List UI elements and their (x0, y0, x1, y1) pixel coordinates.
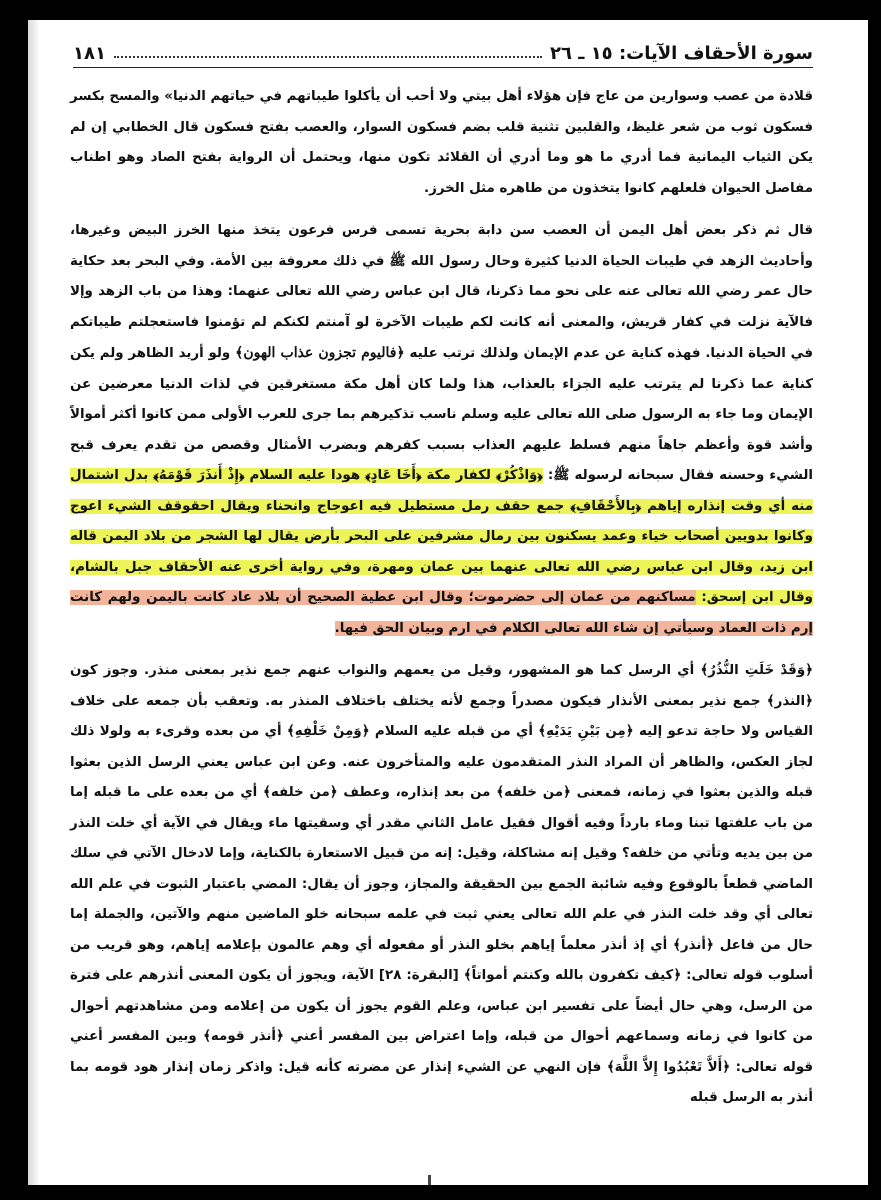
paragraph-2 (70, 216, 813, 644)
page-number: ١٨١ (73, 43, 106, 64)
paragraph-1 (70, 82, 813, 204)
page-body (70, 82, 813, 1126)
text-segment: ﴿وَقَدْ خَلَتِ النُّذُرُ﴾ أي الرسل كما هو المشهور، وقيل من يعمهم والنواب عنهم جمع نذير بمعنى منذر. وجوز كون ﴿النذر﴾ جمع نذير بمعنى الأنذار فيكون مصدراً وجمع لأنه يختلف باختلاف المنذر به. وتعقب بأن جمعه على خلاف القياس ولا حاجة تدعو إليه ﴿مِن بَيْنِ يَدَيْهِ﴾ أي من قبله عليه السلام ﴿وَمِنْ خَلْفِهِ﴾ أي من بعده وقرىء به ولولا ذلك لجاز العكس، والظاهر أن المراد النذر المتقدمون عليه والمتأخرون عنه. وعن ابن عباس يعني الرسل الذين بعثوا قبله والذين بعثوا في زمانه، فمعنى ﴿من خلفه﴾ من بعد إنذاره، وعطف ﴿من خلفه﴾ أي من بعده على ما قبله إما من باب علفتها تبنا وماء بارداً وفيه أقوال فقيل عامل الثاني مقدر أي وسقيتها ماء ويقال في الآية أي خلت النذر من بين يديه وتأتي من خلفه؟ وقيل إنه مشاكلة، وقيل: إنه من قبيل الاستعارة بالكناية، وإما لادخال الآتي في سلك الماضي قطعاً بالوقوع وفيه شائبة الجمع بين الحقيقة والمجاز، وجوز أن يقال: المضي باعتبار الثبوت في علم الله تعالى أي وقد خلت النذر في علم الله تعالى يعني ثبت في علمه سبحانه خلو الماضين منهم والآتين، والجملة إما حال من فاعل ﴿أنذر﴾ أي إذ أنذر معلماً إياهم بخلو النذر أو مفعوله أي وهم عالمون بإعلامه إياهم، وهو قريب من أسلوب قوله تعالى: ﴿كيف تكفرون بالله وكنتم أمواتاً﴾ [البقرة: ٢٨] الآية، ويجوز أن يكون المعنى أنذرهم على فترة من الرسل، وهي حال أيضاً على تفسير ابن عباس، وعلم القوم يجوز أن يكون من إعلامه ومن مشاهدتهم أحوال من كانوا في زمانه وسماعهم أحوال من قبله، وإما اعتراض بين المفسر أعني ﴿أنذر قومه﴾ وبين المفسر أعني قوله تعالى: ﴿أَلاَّ تَعْبُدُوا إِلاَّ اللَّهَ﴾ فإن النهي عن الشيء إنذار عن مضرته كأنه قيل: واذكر زمان إنذار هود قومه بما أنذر به الرسل قبله (70, 663, 814, 1105)
header-dot-leader (114, 56, 542, 58)
text-segment: قال ثم ذكر بعض أهل اليمن أن العصب سن دابة بحرية تسمى فرس فرعون يتخذ منها الخرز البيض وغيرها، وأحاديث الزهد في طيبات الحياة الدنيا كثيرة وحال رسول الله ﷺ في ذلك معروفة بين الأمة. وفي البحر بعد حكاية حال عمر رضي الله تعالى عنه على نحو مما ذكرنا، قال ابن عباس رضي الله تعالى عنهما: وهذا من باب الزهد وإلا فالآية نزلت في كفار قريش، والمعنى أنه كانت لكم طيبات الآخرة لو آمنتم لكنكم لم تؤمنوا فاستعجلتم طيباتكم في الحياة الدنيا. فهذه كناية عن عدم الإيمان ولذلك ترتب عليه (70, 223, 813, 361)
yellow-highlight: ﴿وَاذْكُرْ﴾ لكفار مكة ﴿أَخَا عَادٍ﴾ هودا عليه السلام ﴿إِذْ أَنذَرَ قَوْمَهُ﴾ بدل اشتمال منه أي وقت إنذاره إياهم ﴿بِالأَحْقَافِ﴾ جمع حقف رمل مستطيل فيه اعوجاج وانحناء ويقال احقوقف الشيء اعوج وكانوا بدويين أصحاب خياء وعمد يسكنون بين رمال مشرفين على البحر بأرض يقال لها الشجر من بلاد اليمن قاله ابن زيد، وقال ابن عباس رضي الله تعالى عنهما بين عمان ومهرة، وفي رواية أخرى عنه الأحقاف جبل بالشام، وقال ابن إسحق: (70, 468, 813, 605)
text-segment: قلادة من عصب وسوارين من عاج فإن هؤلاء أهل بيتي ولا أحب أن يأكلوا طيباتهم في حياتهم الدنيا» والمسح بكسر فسكون ثوب من شعر غليظ، والقلبين تثنية قلب بضم فسكون السوار، والعصب بفتح فسكون قال الخطابي إن لم يكن الثياب اليمانية فما أدري ما هو وما أدري أن القلائد تكون منها، ويحتمل أن الرواية بفتح الصاد وهو اطناب مفاصل الحيوان فلعلهم كانوا يتخذون من طاهره مثل الخرز. (70, 89, 813, 196)
paragraph-3 (70, 656, 813, 1114)
surah-title: سورة الأحقاف الآيات: ١٥ ـ ٢٦ (550, 43, 813, 64)
text-segment: ولو أريد الظاهر ولم يكن كناية عما ذكرنا لم يترتب عليه الجزاء بالعذاب، هذا ولما كان أهل مكة مستغرقين في لذات الدنيا معرضين عن الإيمان وما جاء به الرسول صلى الله تعالى عليه وسلم ناسب تذكيرهم بما جرى للعرب الأولى ممن كانوا أكثر أموالاً وأشد قوة وأعظم جاهاً منهم فسلط عليهم العذاب بسبب كفرهم وبضرب الأمثال وقصص من تقدم يعرف قبح الشيء وحسنه فقال سبحانه لرسوله ﷺ: (70, 346, 813, 483)
scan-artifact (428, 1175, 431, 1185)
orange-highlight: مساكنهم من عمان إلى حضرموت؛ وقال ابن عطية الصحيح أن بلاد عاد كانت باليمن ولهم كانت إرم ذات العماد وسيأتي إن شاء الله تعالى الكلام في ارم وبيان الحق فيها. (70, 590, 813, 636)
scanned-page (28, 20, 868, 1185)
quran-quote: ﴿فاليوم تجزون عذاب الهون﴾ (235, 345, 405, 361)
page-header (73, 38, 813, 68)
